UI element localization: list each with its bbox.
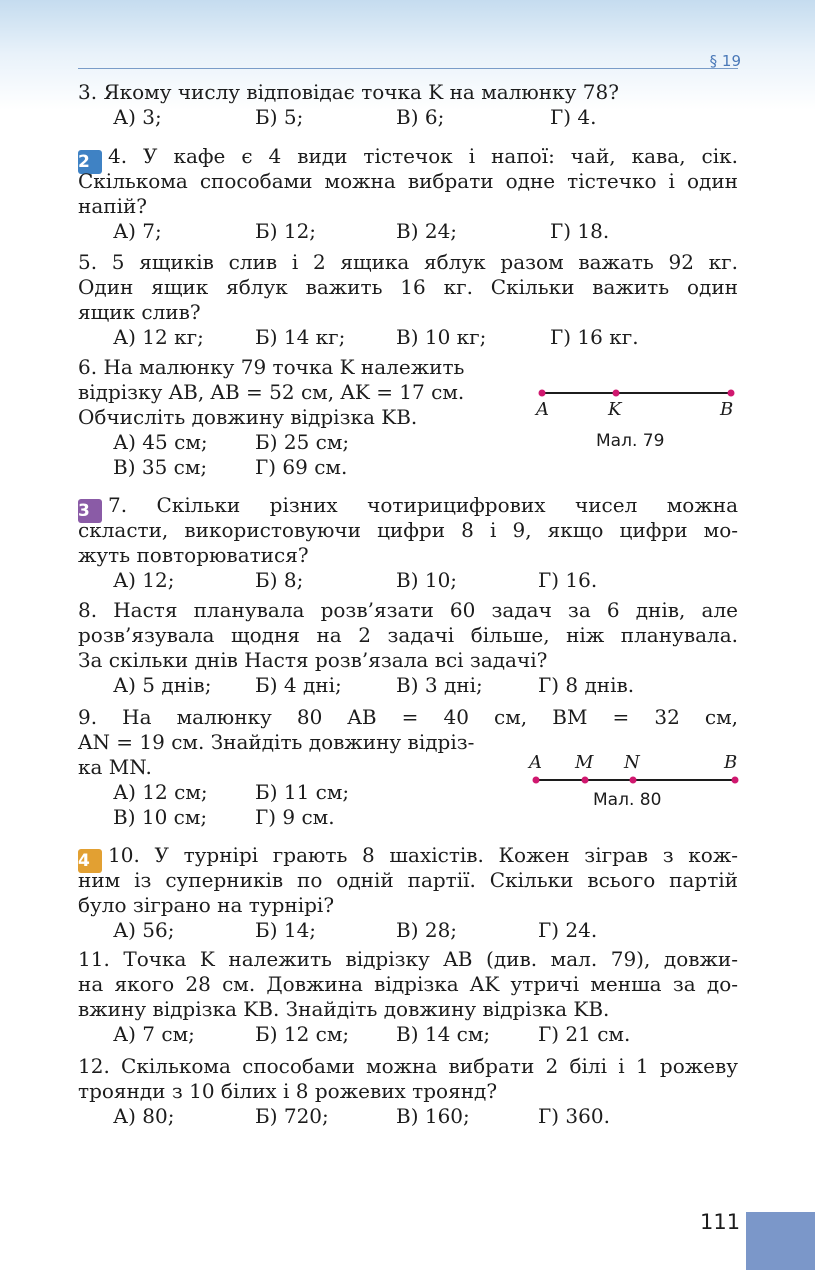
option-d[interactable]: Г) 16. bbox=[538, 568, 598, 592]
option-c[interactable]: В) 160; bbox=[396, 1104, 470, 1128]
point-label-b: B bbox=[724, 752, 738, 773]
option-c[interactable]: В) 14 см; bbox=[396, 1022, 491, 1046]
point-label-m: M bbox=[575, 752, 594, 773]
point-b bbox=[732, 777, 739, 784]
page-corner-tab bbox=[746, 1212, 815, 1270]
question-8-line-1: 8. Настя планувала розв’язати 60 задач за 6 днів, але bbox=[78, 598, 738, 622]
question-10-line-2: ним із суперників по одній партії. Скільки всього партій bbox=[78, 868, 738, 892]
option-c[interactable]: В) 3 дні; bbox=[396, 673, 483, 697]
question-6-line-3: Обчисліть довжину відрізка KB. bbox=[78, 405, 418, 429]
question-10-line-1: 4 10. У турнірі грають 8 шахістів. Кожен зіграв з кож- bbox=[78, 843, 738, 871]
question-4-line-1: 2 4. У кафе є 4 види тістечок і напої: чай, кава, сік. bbox=[78, 144, 738, 172]
option-d[interactable]: Г) 8 днів. bbox=[538, 673, 635, 697]
option-a[interactable]: А) 12; bbox=[113, 568, 175, 592]
question-4-options bbox=[78, 219, 738, 244]
point-m bbox=[582, 777, 589, 784]
question-8 bbox=[78, 598, 738, 698]
question-11 bbox=[78, 947, 738, 1047]
question-9-line-1: 9. На малюнку 80 AB = 40 см, BM = 32 см, bbox=[78, 705, 738, 729]
question-12-options bbox=[78, 1104, 738, 1129]
option-b[interactable]: Б) 12; bbox=[255, 219, 317, 243]
point-n bbox=[630, 777, 637, 784]
option-a[interactable]: А) 12 см; bbox=[113, 780, 208, 804]
question-6-options-row-2 bbox=[78, 455, 518, 480]
question-11-line-1: 11. Точка K належить відрізку AB (див. мал. 79), довжи- bbox=[78, 947, 738, 971]
question-12 bbox=[78, 1054, 738, 1129]
question-10-line-3: було зіграно на турнірі? bbox=[78, 893, 335, 917]
figure-79 bbox=[530, 375, 750, 455]
point-label-b: B bbox=[720, 399, 734, 420]
level-badge: 4 bbox=[78, 849, 102, 873]
question-4-line-3: напій? bbox=[78, 194, 148, 218]
option-a[interactable]: А) 7 см; bbox=[113, 1022, 195, 1046]
option-b[interactable]: Б) 14; bbox=[255, 918, 317, 942]
option-a[interactable]: А) 12 кг; bbox=[113, 325, 204, 349]
option-d[interactable]: Г) 360. bbox=[538, 1104, 610, 1128]
question-6-options-row-1 bbox=[78, 430, 518, 455]
question-4-line-2: Скількома способами можна вибрати одне тістечко і один bbox=[78, 169, 738, 193]
option-b[interactable]: Б) 14 кг; bbox=[255, 325, 346, 349]
option-c[interactable]: В) 24; bbox=[396, 219, 458, 243]
question-3-text: 3. Якому числу відповідає точка K на малюнку 78? bbox=[78, 80, 619, 104]
level-badge: 2 bbox=[78, 150, 102, 174]
option-b[interactable]: Б) 12 см; bbox=[255, 1022, 350, 1046]
question-11-line-2: на якого 28 см. Довжина відрізка AK утричі менша за до- bbox=[78, 972, 738, 996]
question-8-options bbox=[78, 673, 738, 698]
question-10-options bbox=[78, 918, 738, 943]
option-a[interactable]: А) 5 днів; bbox=[113, 673, 212, 697]
option-b[interactable]: Б) 25 см; bbox=[255, 430, 350, 454]
option-a[interactable]: А) 56; bbox=[113, 918, 175, 942]
question-8-line-3: За скільки днів Настя розв’язала всі задачі? bbox=[78, 648, 548, 672]
question-12-line-1: 12. Скількома способами можна вибрати 2 білі і 1 рожеву bbox=[78, 1054, 738, 1078]
question-7-options bbox=[78, 568, 738, 593]
option-c[interactable]: В) 28; bbox=[396, 918, 458, 942]
option-c[interactable]: В) 10 кг; bbox=[396, 325, 487, 349]
option-d[interactable]: Г) 16 кг. bbox=[550, 325, 639, 349]
question-10 bbox=[78, 843, 738, 943]
point-b bbox=[728, 390, 735, 397]
point-label-a: A bbox=[536, 399, 549, 420]
question-6-line-2: відрізку AB, AB = 52 см, AK = 17 см. bbox=[78, 380, 465, 404]
option-a[interactable]: А) 80; bbox=[113, 1104, 175, 1128]
level-badge: 3 bbox=[78, 499, 102, 523]
option-d[interactable]: Г) 69 см. bbox=[255, 455, 348, 479]
question-9-line-3: ка MN. bbox=[78, 755, 152, 779]
question-5-line-2: Один ящик яблук важить 16 кг. Скільки важить один bbox=[78, 275, 738, 299]
question-8-line-2: розв’язувала щодня на 2 задачі більше, ніж планувала. bbox=[78, 623, 738, 647]
section-label: § 19 bbox=[709, 52, 741, 70]
segment-ab-figure bbox=[530, 375, 750, 415]
option-a[interactable]: А) 3; bbox=[113, 105, 162, 129]
question-3-options bbox=[78, 105, 738, 130]
question-9-line-2: AN = 19 см. Знайдіть довжину відріз- bbox=[78, 730, 475, 754]
figure-caption: Мал. 79 bbox=[596, 431, 665, 451]
question-4 bbox=[78, 144, 738, 244]
option-d[interactable]: Г) 18. bbox=[550, 219, 610, 243]
option-b[interactable]: Б) 8; bbox=[255, 568, 304, 592]
option-d[interactable]: Г) 9 см. bbox=[255, 805, 335, 829]
option-a[interactable]: А) 7; bbox=[113, 219, 162, 243]
option-d[interactable]: Г) 21 см. bbox=[538, 1022, 631, 1046]
question-5-line-1: 5. 5 ящиків слив і 2 ящика яблук разом важать 92 кг. bbox=[78, 250, 738, 274]
point-label-n: N bbox=[624, 752, 640, 773]
question-7-line-1: 3 7. Скільки різних чотирицифрових чисел можна bbox=[78, 493, 738, 521]
question-5-line-3: ящик слив? bbox=[78, 300, 201, 324]
question-11-options bbox=[78, 1022, 738, 1047]
figure-caption: Мал. 80 bbox=[593, 790, 662, 810]
question-5 bbox=[78, 250, 738, 350]
header-rule bbox=[78, 68, 738, 69]
option-a[interactable]: А) 45 см; bbox=[113, 430, 208, 454]
option-d[interactable]: Г) 4. bbox=[550, 105, 597, 129]
option-b[interactable]: Б) 11 см; bbox=[255, 780, 350, 804]
page-number: 111 bbox=[700, 1210, 741, 1234]
point-a bbox=[539, 390, 546, 397]
question-7-line-3: жуть повторюватися? bbox=[78, 543, 309, 567]
option-b[interactable]: Б) 4 дні; bbox=[255, 673, 342, 697]
option-d[interactable]: Г) 24. bbox=[538, 918, 598, 942]
question-7-line-2: скласти, використовуючи цифри 8 і 9, якщо цифри мо- bbox=[78, 518, 738, 542]
option-b[interactable]: Б) 720; bbox=[255, 1104, 329, 1128]
point-k bbox=[613, 390, 620, 397]
question-7 bbox=[78, 493, 738, 593]
option-c[interactable]: В) 10 см; bbox=[113, 805, 208, 829]
question-6-line-1: 6. На малюнку 79 точка K належить bbox=[78, 355, 465, 379]
question-11-line-3: вжину відрізка KB. Знайдіть довжину відрізка KB. bbox=[78, 997, 610, 1021]
question-5-options bbox=[78, 325, 738, 350]
question-12-line-2: троянди з 10 білих і 8 рожевих троянд? bbox=[78, 1079, 498, 1103]
point-label-k: K bbox=[608, 399, 622, 420]
option-c[interactable]: В) 10; bbox=[396, 568, 458, 592]
question-6 bbox=[78, 355, 518, 480]
question-3 bbox=[78, 80, 738, 130]
option-c[interactable]: В) 6; bbox=[396, 105, 445, 129]
point-a bbox=[533, 777, 540, 784]
figure-80 bbox=[525, 752, 755, 814]
option-c[interactable]: В) 35 см; bbox=[113, 455, 208, 479]
option-b[interactable]: Б) 5; bbox=[255, 105, 304, 129]
point-label-a: A bbox=[529, 752, 542, 773]
